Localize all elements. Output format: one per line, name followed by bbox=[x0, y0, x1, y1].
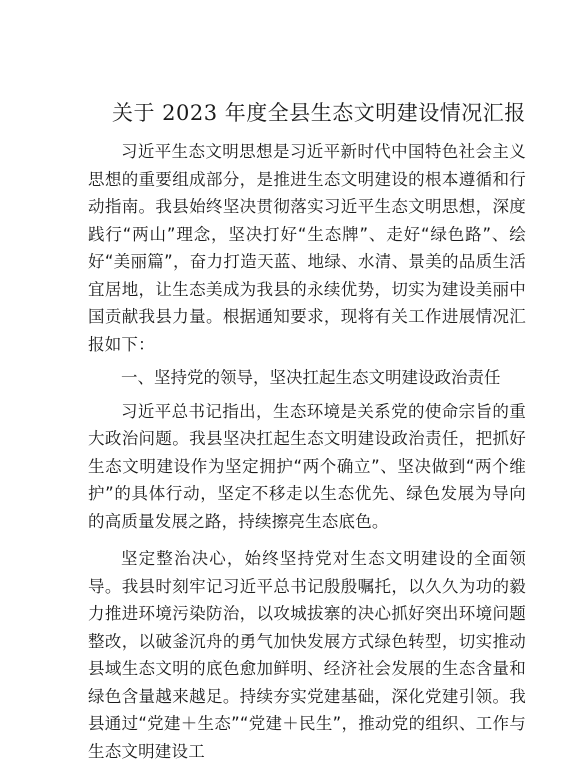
section-heading: 一、坚持党的领导，坚决扛起生态文明建设政治责任 bbox=[121, 368, 501, 387]
body-paragraph-1: 习近平总书记指出，生态环境是关系党的使命宗旨的重大政治问题。我县坚决扛起生态文明建设政治责任，把抓好生态文明建设作为坚定拥护“两个确立”、坚决做到“两个维护”的具体行动，坚定不移走以生态优先、绿色发展为导向的高质量发展之路，持续擦亮生态底色。 bbox=[88, 401, 526, 531]
body-paragraph-2: 坚定整治决心，始终坚持党对生态文明建设的全面领导。我县时刻牢记习近平总书记殷殷嘱托，以久久为功的毅力推进环境污染防治，以攻城拔寨的决心抓好突出环境问题整改，以破釜沉舟的勇气加快发展方式绿色转型，切实推动县域生态文明的底色愈加鲜明、经济社会发展的生态含量和绿色含量越来越足。持续夯实党建基础，深化党建引领。我县通过“党建＋生态”“党建＋民生”，推动党的组织、工作与生态文明建设工 bbox=[88, 549, 526, 761]
paragraph-spacer bbox=[88, 535, 526, 545]
intro-paragraph: 习近平生态文明思想是习近平新时代中国特色社会主义思想的重要组成部分，是推进生态文明建设的根本遵循和行动指南。我县始终坚决贯彻落实习近平生态文明思想，深度践行“两山”理念，坚决打好“生态牌”、走好“绿色路”、绘好“美丽篇”，奋力打造天蓝、地绿、水清、景美的品质生活宜居地，让生态美成为我县的永续优势，切实为建设美丽中国贡献我县力量。根据通知要求，现将有关工作进展情况汇报如下： bbox=[88, 142, 526, 354]
document-title: 关于 2023 年度全县生态文明建设情况汇报 bbox=[112, 101, 526, 125]
